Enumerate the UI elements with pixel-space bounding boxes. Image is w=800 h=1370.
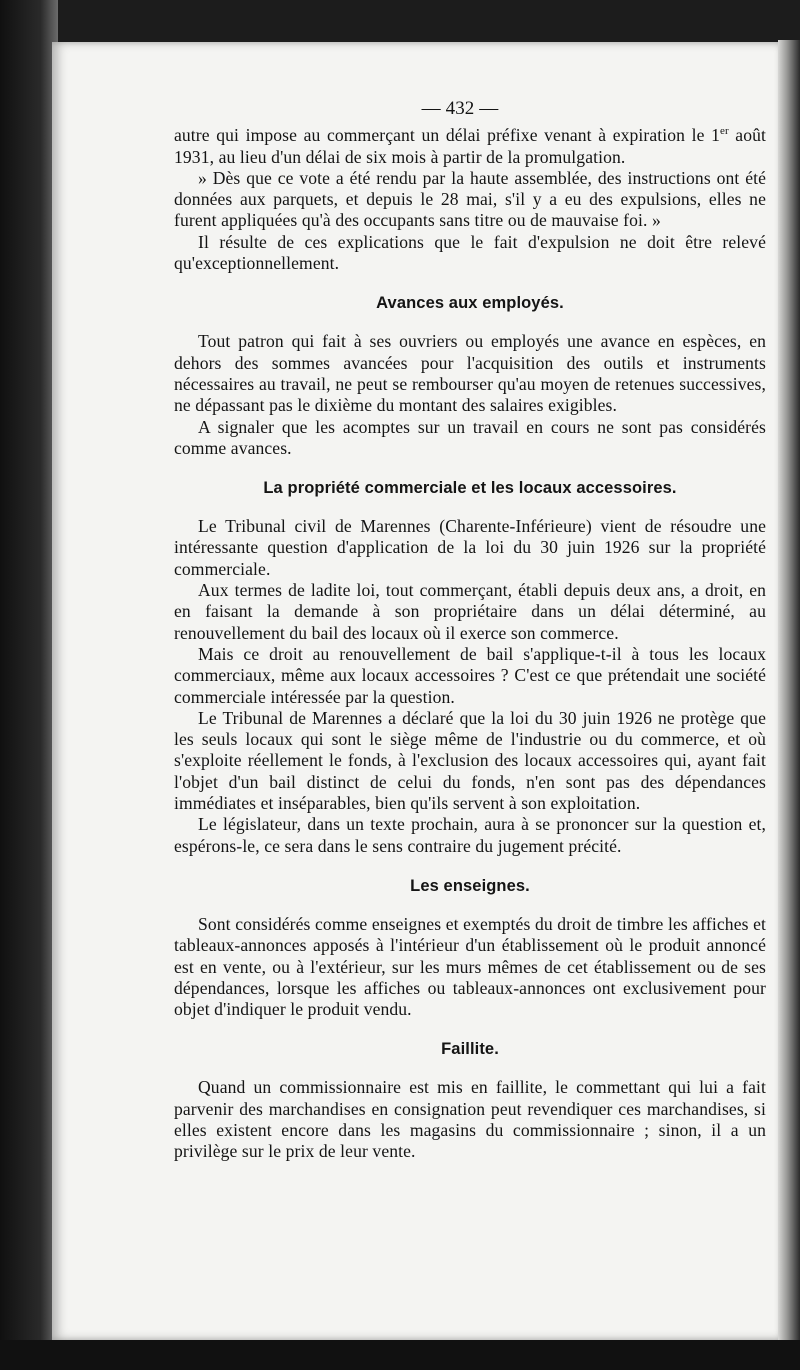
paragraph: Le Tribunal civil de Marennes (Charente-Inférieure) vient de résoudre une intéressante question d'application de la loi du 30 juin 1926 sur la propriété commerciale. (174, 516, 766, 579)
page-binding-edge (778, 40, 800, 1340)
paragraph: » Dès que ce vote a été rendu par la haute assemblée, des instructions ont été données aux parquets, et depuis le 28 mai, s'il y a eu des expulsions, elles ne furent appliquées qu'à des occupants sans titre ou de mauvaise foi. » (174, 167, 766, 231)
section-heading: Avances aux employés. (376, 294, 564, 313)
paragraph: autre qui impose au commerçant un délai préfixe venant à expiration le 1er août 1931, au lieu d'un délai de six mois à partir de la promulgation. (174, 125, 766, 167)
page-text-column (174, 88, 766, 1163)
section-heading: Faillite. (441, 1040, 499, 1059)
paragraph: Le Tribunal de Marennes a déclaré que la loi du 30 juin 1926 ne protège que les seuls locaux qui sont le siège même de l'industrie ou du commerce, et où s'exploite réellement le fonds, à l'exclusion des locaux accessoires qui, ayant fait l'objet d'un bail distinct de celui du fonds, n'en sont pas des dépendances immédiates et inséparables, bien qu'ils servent à son exploitation. (174, 707, 766, 814)
page-number: — 432 — (421, 98, 499, 119)
paragraph: Quand un commissionnaire est mis en faillite, le commettant qui lui a fait parvenir des marchandises en consignation peut revendiquer ces marchandises, si elles existent encore dans les magasins du commissionnaire ; sinon, il a un privilège sur le prix de leur vente. (174, 1077, 766, 1162)
paragraph: Le législateur, dans un texte prochain, aura à se prononcer sur la question et, espérons-le, ce sera dans le sens contraire du jugement précité. (174, 814, 766, 856)
paragraph: Sont considérés comme enseignes et exemptés du droit de timbre les affiches et tableaux-annonces apposés à l'intérieur d'un établissement où le produit annoncé est en vente, ou à l'extérieur, sur les murs mêmes de cet établissement ou de ses dépendances, lorsque les affiches ou tableaux-annonces ont exclusivement pour objet d'indiquer le produit vendu. (174, 913, 766, 1020)
section-heading: Les enseignes. (410, 876, 530, 895)
paragraph: Il résulte de ces explications que le fait d'expulsion ne doit être relevé qu'exceptionnellement. (174, 231, 766, 274)
section-heading: La propriété commerciale et les locaux accessoires. (263, 479, 677, 498)
paragraph: Aux termes de ladite loi, tout commerçant, établi depuis deux ans, a droit, en en faisant la demande à son propriétaire dans un délai déterminé, au renouvellement du bail des locaux où il exerce son commerce. (174, 580, 766, 643)
scan-bottom-band (0, 1340, 800, 1370)
paragraph: Tout patron qui fait à ses ouvriers ou employés une avance en espèces, en dehors des sommes avancées pour l'acquisition des outils et instruments nécessaires au travail, ne peut se rembourser qu'au moyen de retenues successives, ne dépassant pas le dixième du montant des salaires exigibles. (174, 331, 766, 416)
paragraph: A signaler que les acomptes sur un travail en cours ne sont pas considérés comme avances. (174, 416, 766, 458)
paragraph: Mais ce droit au renouvellement de bail s'applique-t-il à tous les locaux commerciaux, même aux locaux accessoires ? C'est ce que prétendait une société commerciale intéressée par la question. (174, 643, 766, 707)
scan-left-shadow (0, 0, 58, 1370)
date-fragment: 1er (711, 125, 729, 146)
